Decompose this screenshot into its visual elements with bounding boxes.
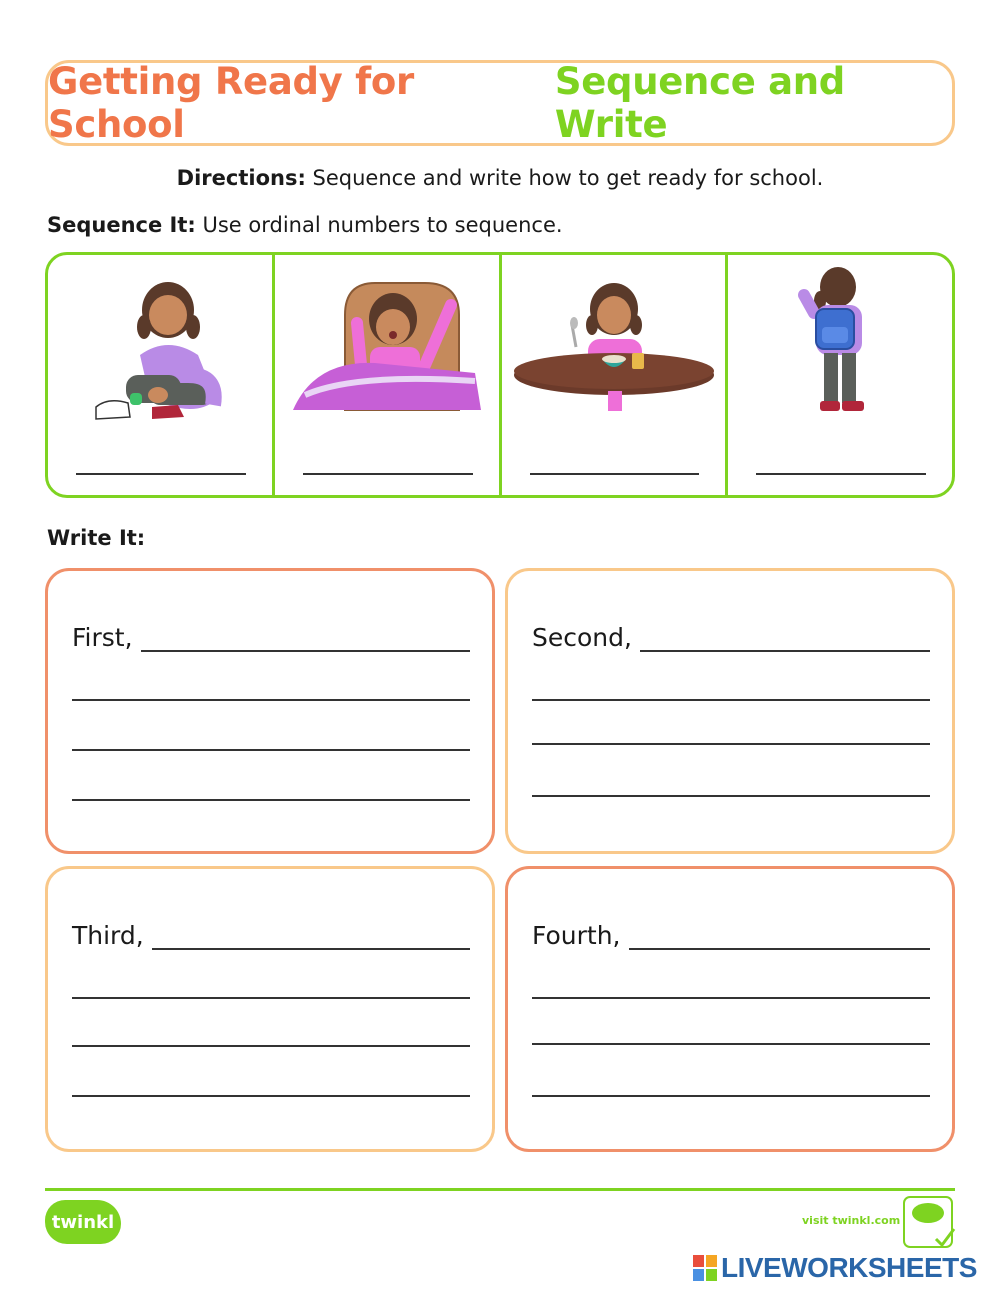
liveworksheets-watermark xyxy=(693,1252,977,1284)
write-line[interactable] xyxy=(640,650,930,652)
title-part-2: Sequence and Write xyxy=(554,60,845,146)
write-line[interactable] xyxy=(152,948,470,950)
write-box-second xyxy=(505,568,955,854)
title-part-1: Getting Ready for School xyxy=(48,60,414,146)
write-line[interactable] xyxy=(72,1045,470,1047)
write-line[interactable] xyxy=(532,743,930,745)
write-label-first: First, xyxy=(72,623,133,652)
write-box-fourth xyxy=(505,866,955,1152)
write-label-fourth: Fourth, xyxy=(532,921,621,950)
sequence-blank-2[interactable] xyxy=(303,473,473,475)
write-line[interactable] xyxy=(72,997,470,999)
directions xyxy=(0,166,1000,190)
girl-eating-breakfast-icon xyxy=(502,255,726,495)
girl-waking-up-icon xyxy=(275,255,499,495)
write-line[interactable] xyxy=(532,699,930,701)
sequence-cell-shoes xyxy=(48,255,275,495)
write-box-third xyxy=(45,866,495,1152)
sequence-cell-breakfast xyxy=(502,255,729,495)
write-box-first xyxy=(45,568,495,854)
liveworksheets-logo-icon xyxy=(693,1255,717,1281)
sequence-blank-1[interactable] xyxy=(76,473,246,475)
liveworksheets-text: LIVEWORKSHEETS xyxy=(721,1252,977,1283)
sequence-cell-bed xyxy=(275,255,502,495)
sequence-cell-backpack xyxy=(728,255,952,495)
write-label-second: Second, xyxy=(532,623,632,652)
sequence-label: Sequence It: xyxy=(47,213,196,237)
write-line[interactable] xyxy=(532,1043,930,1045)
footer-divider xyxy=(45,1188,955,1191)
quality-badge-icon xyxy=(902,1195,956,1249)
write-line[interactable] xyxy=(532,997,930,999)
twinkl-logo: twinkl xyxy=(45,1200,121,1244)
write-line[interactable] xyxy=(72,749,470,751)
sequence-blank-4[interactable] xyxy=(756,473,926,475)
title-banner xyxy=(45,60,955,146)
girl-putting-on-shoes-icon xyxy=(48,255,272,495)
write-label-third: Third, xyxy=(72,921,144,950)
write-line[interactable] xyxy=(72,699,470,701)
write-line[interactable] xyxy=(532,1095,930,1097)
write-line[interactable] xyxy=(72,1095,470,1097)
sequence-text: Use ordinal numbers to sequence. xyxy=(195,213,563,237)
write-line[interactable] xyxy=(629,948,930,950)
sequence-blank-3[interactable] xyxy=(530,473,700,475)
directions-text: Sequence and write how to get ready for school. xyxy=(305,166,824,190)
visit-link[interactable]: visit twinkl.com xyxy=(802,1214,901,1227)
write-line[interactable] xyxy=(141,650,470,652)
sequence-heading xyxy=(47,213,563,237)
girl-wearing-backpack-icon xyxy=(728,255,952,495)
write-heading: Write It: xyxy=(47,526,146,550)
write-line[interactable] xyxy=(72,799,470,801)
directions-label: Directions: xyxy=(176,166,306,190)
write-line[interactable] xyxy=(532,795,930,797)
sequence-strip xyxy=(45,252,955,498)
